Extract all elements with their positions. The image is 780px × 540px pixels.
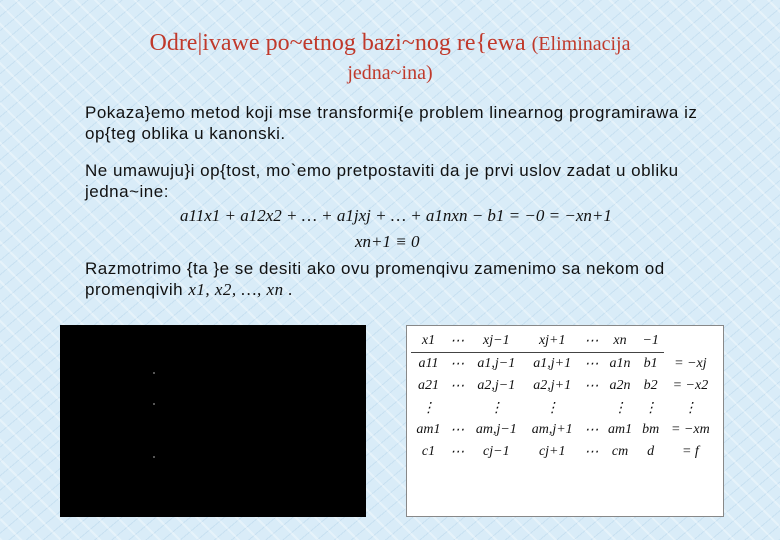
tableau-cell: ⋯	[584, 356, 599, 372]
tableau-cell: c1	[421, 444, 436, 459]
dot-mark	[153, 372, 155, 374]
tableau-row	[411, 353, 717, 376]
tableau-row	[411, 441, 717, 463]
tableau-cell: ⋯	[580, 330, 602, 353]
tableau-cell: = −x2	[672, 378, 709, 393]
tableau-table	[411, 330, 717, 463]
tableau-cell: xj−1	[468, 330, 524, 353]
tableau-cell: bm	[642, 422, 660, 437]
tableau-cell: ⋯	[450, 444, 465, 460]
tableau-cell: ⋮	[421, 400, 436, 416]
tableau-cell: xn	[603, 330, 638, 353]
tableau-row	[411, 397, 717, 419]
tableau-cell: ⋮	[613, 400, 628, 416]
tableau-cell: ⋯	[584, 378, 599, 394]
tableau-cell: a2n	[609, 378, 631, 393]
tableau-cell: x1	[411, 330, 446, 353]
tableau-cell: cm	[611, 444, 629, 459]
tableau-cell: b1	[643, 356, 658, 371]
slide-title-paren: (Eliminacija	[531, 33, 631, 55]
tableau-cell: ⋮	[545, 400, 560, 416]
tableau-cell: b2	[643, 378, 658, 393]
tableau-cell: ⋯	[450, 378, 465, 394]
tableau-cell: am,j+1	[531, 422, 573, 437]
paragraph-3-text: Razmotrimo {ta }e se desiti ako ovu promenqivu zamenimo sa nekom od promenqivih	[85, 259, 665, 299]
tableau-cell: ⋯	[450, 422, 465, 438]
paragraph-1: Pokaza}emo metod koji mse transformi{e problem linearnog programirawa iz op{teg oblika u kanonski.	[85, 103, 698, 143]
tableau-cell: a2,j−1	[477, 378, 516, 393]
tableau-cell: −1	[638, 330, 664, 353]
tableau-cell: am1	[607, 422, 633, 437]
tableau-cell: a21	[417, 378, 439, 393]
tableau-cell: ⋯	[450, 356, 465, 372]
tableau-cell: ⋮	[643, 400, 658, 416]
tableau-cell: a2,j+1	[533, 378, 572, 393]
tableau-cell: ⋯	[584, 444, 599, 460]
tableau-cell: ⋯	[584, 422, 599, 438]
tableau-cell: ⋮	[489, 400, 504, 416]
tableau-cell: ⋯	[446, 330, 468, 353]
tableau-cell	[446, 397, 468, 419]
paragraph-2: Ne umawuju}i op{tost, mo`emo pretpostaviti da je prvi uslov zadat u obliku jedna~ine:	[85, 161, 679, 201]
tableau-cell: d	[647, 444, 655, 459]
equation-constraint: a11x1 + a12x2 + … + a1jxj + … + a1nxn − b1 = −0 = −xn+1	[180, 206, 612, 225]
tableau-cell: a1,j−1	[477, 356, 516, 371]
paragraph-3	[85, 258, 705, 300]
slide-title-line2: jedna~ina)	[347, 62, 433, 84]
slide-title	[0, 30, 780, 57]
slide-title-main: Odre|ivawe po~etnog bazi~nog re{ewa	[149, 30, 526, 56]
tableau-cell: xj+1	[524, 330, 580, 353]
tableau-cell	[664, 330, 717, 353]
tableau-cell: = −xm	[671, 422, 710, 437]
simplex-tableau	[406, 325, 724, 517]
paragraph-3-vars: x1, x2, …, xn .	[188, 280, 294, 299]
tableau-cell: cj−1	[483, 444, 510, 459]
tableau-cell: am,j−1	[475, 422, 517, 437]
tableau-cell: = −xj	[674, 355, 707, 371]
dot-mark	[153, 403, 155, 405]
tableau-row	[411, 330, 717, 353]
tableau-cell	[580, 397, 602, 419]
tableau-cell: ⋮	[683, 400, 698, 416]
tableau-row	[411, 375, 717, 397]
tableau-cell: cj+1	[538, 444, 566, 459]
tableau-cell: a1n	[609, 356, 631, 371]
black-image-placeholder	[60, 325, 366, 517]
tableau-cell: a1,j+1	[533, 356, 572, 371]
tableau-row	[411, 419, 717, 441]
tableau-cell: a11	[418, 356, 439, 371]
tableau-cell: am1	[416, 422, 441, 437]
equation-slack: xn+1 ≡ 0	[355, 232, 420, 251]
dot-mark	[153, 456, 155, 458]
tableau-cell: = f	[681, 444, 699, 459]
